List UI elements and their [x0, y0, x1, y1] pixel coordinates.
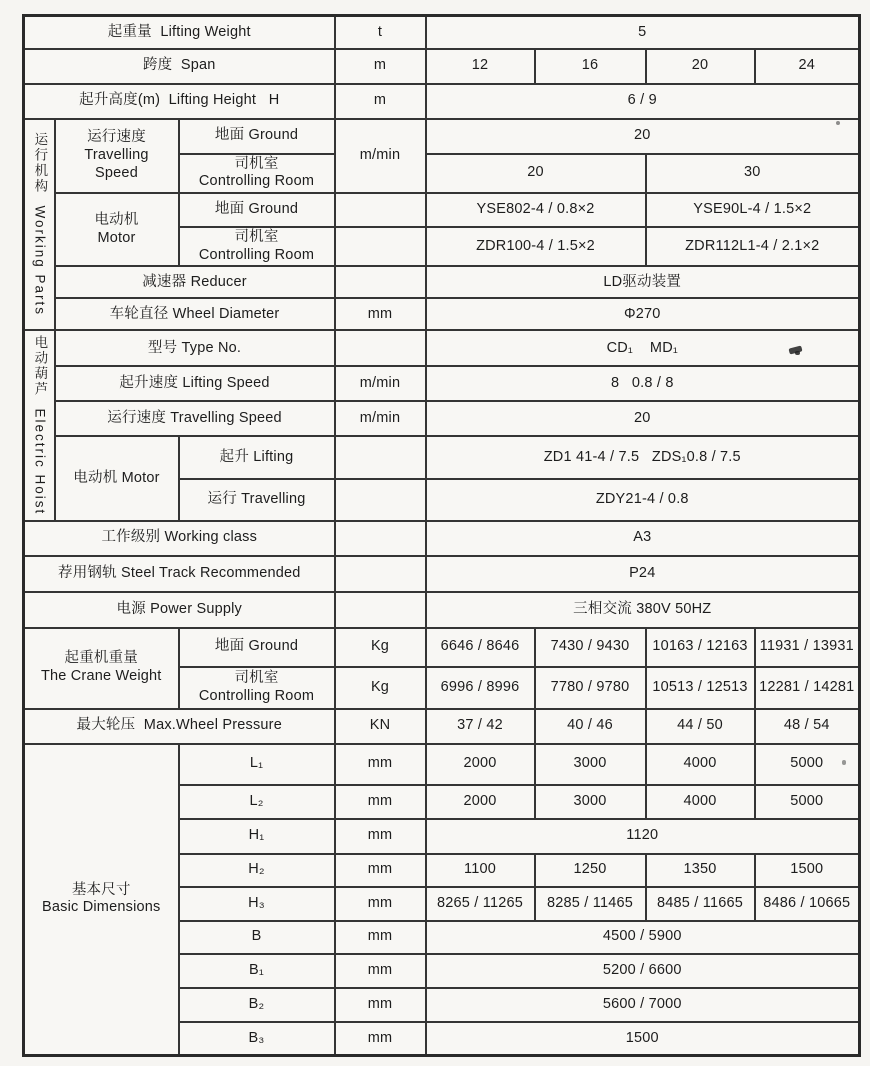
dim-b1-unit: mm: [335, 954, 426, 988]
mw-room-label: [179, 227, 335, 266]
lifting-weight-unit: t: [335, 16, 426, 49]
dim-b2-label: B₂: [179, 988, 335, 1022]
basic-dimensions-label: [24, 744, 179, 1056]
mw-ground-unit: [335, 193, 426, 227]
row-type-no: [24, 330, 860, 366]
dim-l1-value-12: 2000: [426, 744, 535, 785]
steel-track-label: 荐用钢轨 Steel Track Recommended: [24, 556, 335, 592]
dim-l2-label: L₂: [179, 785, 335, 819]
cw-ground-value-24: 11931 / 13931: [755, 628, 860, 667]
ts-unit: m/min: [335, 119, 426, 193]
lifting-speed-label: 起升速度 Lifting Speed: [55, 366, 335, 401]
lifting-speed-unit: m/min: [335, 366, 426, 401]
dim-h3-unit: mm: [335, 887, 426, 921]
section-electric-hoist-label: 电动葫芦 Electric Hoist: [24, 330, 55, 520]
cw-ground-value-12: 6646 / 8646: [426, 628, 535, 667]
dim-h2-value-24: 1500: [755, 854, 860, 887]
dim-l1-value-24: 5000: [755, 744, 860, 785]
travelling-speed-label-cn: 运行速度: [87, 129, 146, 146]
mh-lifting-label: 起升 Lifting: [179, 436, 335, 478]
max-wheel-pressure-label: 最大轮压 Max.Wheel Pressure: [24, 709, 335, 744]
dim-h2-value-16: 1250: [535, 854, 646, 887]
mwp-value-24: 48 / 54: [755, 709, 860, 744]
dim-l2-unit: mm: [335, 785, 426, 819]
cw-room-label-en: Controlling Room: [198, 687, 315, 704]
dim-h3-label: H₃: [179, 887, 335, 921]
cw-room-label-cn: 司机室: [234, 669, 279, 686]
mh-travelling-label: 运行 Travelling: [179, 479, 335, 521]
mw-room-value-left: ZDR100-4 / 1.5×2: [426, 227, 646, 266]
span-value-12: 12: [426, 49, 535, 84]
scan-artifact: [795, 351, 800, 355]
crane-spec-table: [22, 14, 861, 1057]
dim-b1-label: B₁: [179, 954, 335, 988]
dim-b-unit: mm: [335, 921, 426, 954]
dim-h3-value-20: 8485 / 11665: [646, 887, 755, 921]
scan-artifact: [842, 760, 846, 765]
travelling-speed-label-en1: Travelling: [84, 146, 149, 163]
mh-travelling-value: ZDY21-4 / 0.8: [426, 479, 860, 521]
dim-b3-label: B₃: [179, 1022, 335, 1056]
row-wheel-diameter: [24, 298, 860, 330]
dim-h3-value-24: 8486 / 10665: [755, 887, 860, 921]
dim-l2-value-24: 5000: [755, 785, 860, 819]
motor-working-label-cn: 电动机: [94, 211, 139, 228]
mw-ground-label: 地面 Ground: [179, 193, 335, 227]
basic-dimensions-label-cn: 基本尺寸: [71, 881, 131, 898]
dim-l1-value-20: 4000: [646, 744, 755, 785]
dim-b-value: 4500 / 5900: [426, 921, 860, 954]
dim-b2-value: 5600 / 7000: [426, 988, 860, 1022]
crane-weight-label-en: The Crane Weight: [40, 668, 162, 685]
dim-h1-label: H₁: [179, 819, 335, 854]
dim-l2-value-16: 3000: [535, 785, 646, 819]
lifting-speed-value: 8 0.8 / 8: [426, 366, 860, 401]
dim-l2-value-20: 4000: [646, 785, 755, 819]
ts-room-label-en: Controlling Room: [198, 173, 315, 190]
reducer-value: LD驱动装置: [426, 266, 860, 298]
mw-ground-value-left: YSE802-4 / 0.8×2: [426, 193, 646, 227]
ts-room-value-left: 20: [426, 154, 646, 193]
ts-hoist-unit: m/min: [335, 401, 426, 436]
dim-b1-value: 5200 / 6600: [426, 954, 860, 988]
dim-h2-value-12: 1100: [426, 854, 535, 887]
lifting-height-label: 起升高度(m) Lifting Height H: [24, 84, 335, 119]
steel-track-value: P24: [426, 556, 860, 592]
row-motor-hoist-lifting: [24, 436, 860, 478]
row-travelling-speed-hoist: [24, 401, 860, 436]
mh-lifting-value: ZD1 41-4 / 7.5 ZDS₁0.8 / 7.5: [426, 436, 860, 478]
type-no-unit: [335, 330, 426, 366]
type-no-label: 型号 Type No.: [55, 330, 335, 366]
lifting-height-unit: m: [335, 84, 426, 119]
lifting-weight-label: 起重量 Lifting Weight: [24, 16, 335, 49]
dim-h3-value-12: 8265 / 11265: [426, 887, 535, 921]
mwp-value-12: 37 / 42: [426, 709, 535, 744]
row-steel-track: [24, 556, 860, 592]
dim-h1-unit: mm: [335, 819, 426, 854]
cw-ground-label: 地面 Ground: [179, 628, 335, 667]
row-power-supply: [24, 592, 860, 628]
row-span: [24, 49, 860, 84]
row-lifting-height: [24, 84, 860, 119]
wheel-diameter-label: 车轮直径 Wheel Diameter: [55, 298, 335, 330]
reducer-unit: [335, 266, 426, 298]
ts-ground-label: 地面 Ground: [179, 119, 335, 154]
mh-lifting-unit: [335, 436, 426, 478]
mw-room-label-cn: 司机室: [234, 228, 279, 245]
working-class-label: 工作级别 Working class: [24, 521, 335, 556]
ts-room-label: [179, 154, 335, 193]
section-working-parts-label: 运行机构 Working Parts: [24, 119, 55, 331]
dim-h3-value-16: 8285 / 11465: [535, 887, 646, 921]
reducer-label: 减速器 Reducer: [55, 266, 335, 298]
dim-b2-unit: mm: [335, 988, 426, 1022]
type-no-value: CD₁ MD₁: [426, 330, 860, 366]
dim-h2-label: H₂: [179, 854, 335, 887]
travelling-speed-label-en2: Speed: [95, 164, 138, 181]
ts-room-value-right: 30: [646, 154, 860, 193]
cw-room-value-24: 12281 / 14281: [755, 667, 860, 709]
crane-weight-label: [24, 628, 179, 709]
dim-l1-unit: mm: [335, 744, 426, 785]
power-supply-label: 电源 Power Supply: [24, 592, 335, 628]
mw-ground-value-right: YSE90L-4 / 1.5×2: [646, 193, 860, 227]
row-lifting-weight: [24, 16, 860, 49]
dim-h2-value-20: 1350: [646, 854, 755, 887]
cw-room-unit: Kg: [335, 667, 426, 709]
row-max-wheel-pressure: [24, 709, 860, 744]
ts-room-label-cn: 司机室: [234, 155, 279, 172]
mwp-value-20: 44 / 50: [646, 709, 755, 744]
scan-artifact: [836, 121, 840, 125]
motor-working-label-en: Motor: [97, 229, 136, 246]
power-supply-value: 三相交流 380V 50HZ: [426, 592, 860, 628]
cw-room-value-12: 6996 / 8996: [426, 667, 535, 709]
dim-h2-unit: mm: [335, 854, 426, 887]
ts-ground-value: 20: [426, 119, 860, 154]
span-label: 跨度 Span: [24, 49, 335, 84]
dim-l2-value-12: 2000: [426, 785, 535, 819]
dim-h1-value: 1120: [426, 819, 860, 854]
mh-travelling-unit: [335, 479, 426, 521]
cw-room-value-20: 10513 / 12513: [646, 667, 755, 709]
mw-room-value-right: ZDR112L1-4 / 2.1×2: [646, 227, 860, 266]
cw-room-value-16: 7780 / 9780: [535, 667, 646, 709]
span-value-20: 20: [646, 49, 755, 84]
row-lifting-speed: [24, 366, 860, 401]
dim-b3-value: 1500: [426, 1022, 860, 1056]
dim-b3-unit: mm: [335, 1022, 426, 1056]
cw-ground-value-16: 7430 / 9430: [535, 628, 646, 667]
row-motor-working-ground: [24, 193, 860, 227]
row-reducer: [24, 266, 860, 298]
motor-working-label: [55, 193, 179, 266]
motor-hoist-label: 电动机 Motor: [55, 436, 179, 520]
span-unit: m: [335, 49, 426, 84]
mw-room-label-en: Controlling Room: [198, 246, 315, 263]
row-dim-l1: [24, 744, 860, 785]
wheel-diameter-unit: mm: [335, 298, 426, 330]
wheel-diameter-value: Φ270: [426, 298, 860, 330]
dim-l1-value-16: 3000: [535, 744, 646, 785]
dim-l1-label: L₁: [179, 744, 335, 785]
cw-room-label: [179, 667, 335, 709]
cw-ground-value-20: 10163 / 12163: [646, 628, 755, 667]
row-crane-weight-ground: [24, 628, 860, 667]
span-value-24: 24: [755, 49, 860, 84]
dim-b-label: B: [179, 921, 335, 954]
crane-weight-label-cn: 起重机重量: [64, 650, 138, 667]
row-working-class: [24, 521, 860, 556]
steel-track-unit: [335, 556, 426, 592]
span-value-16: 16: [535, 49, 646, 84]
lifting-weight-value: 5: [426, 16, 860, 49]
mwp-value-16: 40 / 46: [535, 709, 646, 744]
mw-room-unit: [335, 227, 426, 266]
cw-ground-unit: Kg: [335, 628, 426, 667]
working-class-unit: [335, 521, 426, 556]
travelling-speed-label: [55, 119, 179, 193]
power-supply-unit: [335, 592, 426, 628]
ts-hoist-value: 20: [426, 401, 860, 436]
spec-sheet: [22, 14, 861, 1057]
working-class-value: A3: [426, 521, 860, 556]
ts-hoist-label: 运行速度 Travelling Speed: [55, 401, 335, 436]
mwp-unit: KN: [335, 709, 426, 744]
basic-dimensions-label-en: Basic Dimensions: [42, 899, 161, 916]
row-travelling-speed-ground: [24, 119, 860, 154]
lifting-height-value: 6 / 9: [426, 84, 860, 119]
